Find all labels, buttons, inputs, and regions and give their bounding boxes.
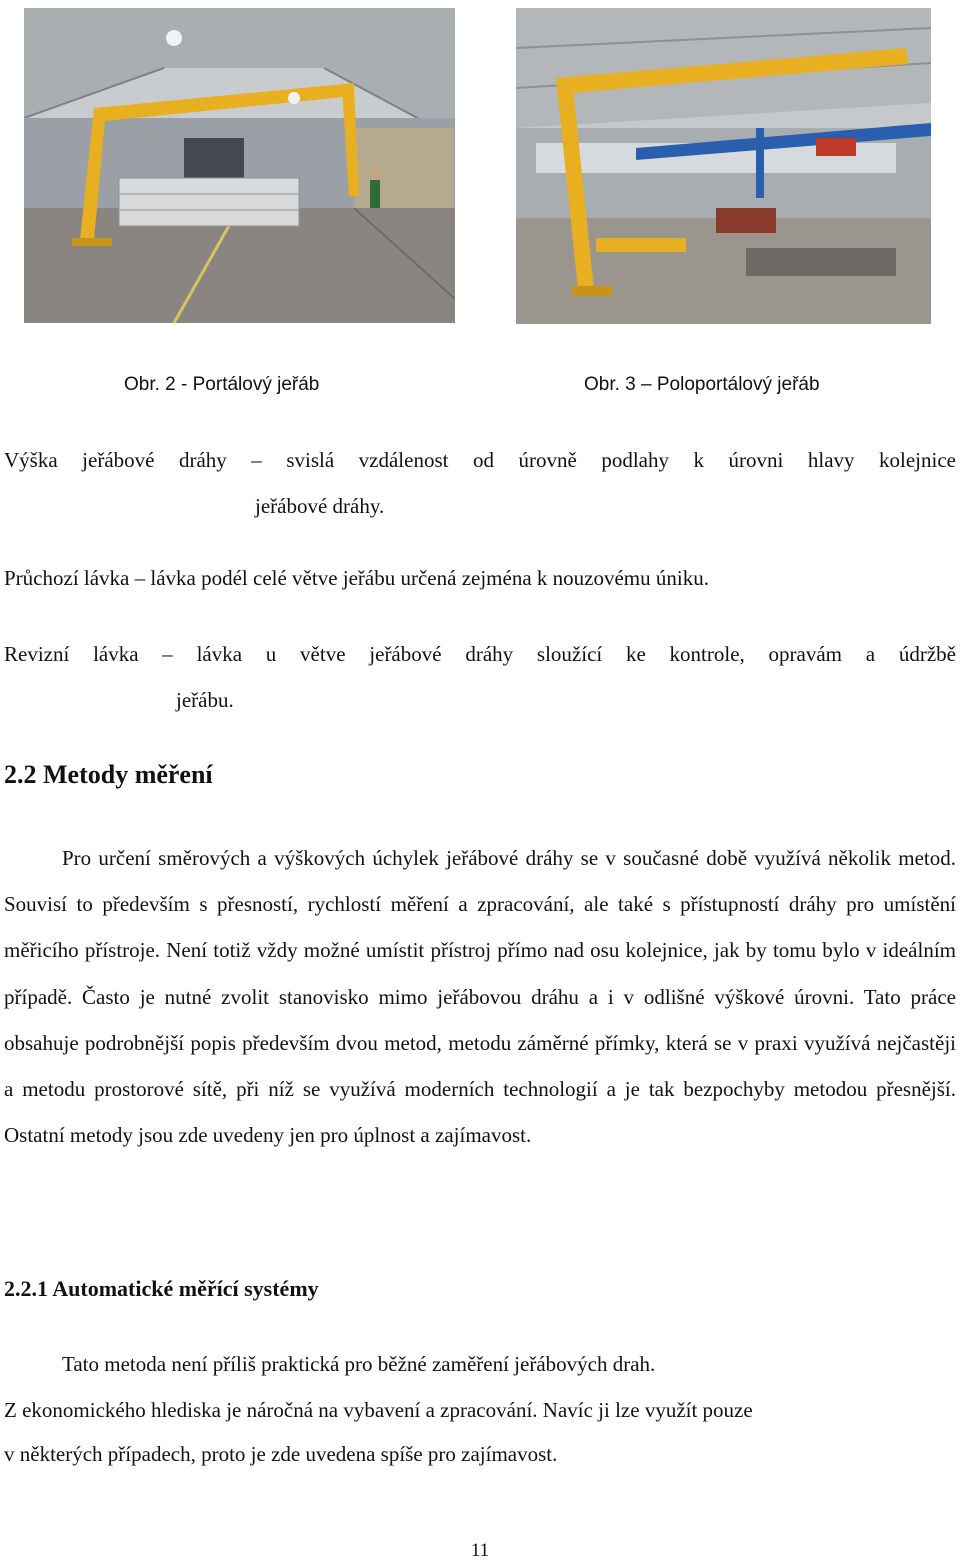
- figure-caption-portal: Obr. 2 - Portálový jeřáb: [124, 374, 320, 395]
- section-paragraph: Pro určení směrových a výškových úchylek jeřábové dráhy se v současné době využívá několik metod. Souvisí to především s přesností, rychlostí měření a zpracování, ale také s přístupností dráhy pro umístění měřicího přístroje. Není totiž vždy možné umístit přístroj přímo nad osu kolejnice, jak by tomu bylo v ideálním případě. Často je nutné zvolit stanovisko mimo jeřábovou dráhu a i v odlišné výškové úrovni. Tato práce obsahuje podrobnější popis především dvou metod, metodu záměrné přímky, která se v praxi využívá nejčastěji a metodu prostorové sítě, při níž se využívá moderních technologií a je tak bezpochyby metodou přesnější. Ostatní metody jsou zde uvedeny jen pro úplnost a zajímavost.: [4, 846, 956, 1148]
- subsection-heading: 2.2.1 Automatické měřící systémy: [4, 1276, 319, 1301]
- subsection-line2: Z ekonomického hlediska je náročná na vybavení a zpracování. Navíc ji lze využít pouze: [4, 1398, 753, 1422]
- subsection-line3: v některých případech, proto je zde uvedena spíše pro zajímavost.: [4, 1442, 558, 1466]
- subsection-line1: Tato metoda není příliš praktická pro běžné zaměření jeřábových drah.: [62, 1352, 656, 1376]
- definition-vyska-line1: Výška jeřábové dráhy – svislá vzdálenost od úrovně podlahy k úrovni hlavy kolejnice: [4, 448, 956, 472]
- photo-portal-crane: [24, 8, 455, 323]
- page-number: 11: [470, 1540, 490, 1561]
- definition-revizni-line2: jeřábu.: [176, 688, 234, 712]
- section-heading: 2.2 Metody měření: [4, 760, 213, 789]
- definition-revizni-line1: Revizní lávka – lávka u větve jeřábové dráhy sloužící ke kontrole, opravám a údržbě: [4, 642, 956, 666]
- definition-pruchozi: Průchozí lávka – lávka podél celé větve jeřábu určená zejména k nouzovému úniku.: [4, 566, 709, 590]
- photo-semi-portal-crane: [516, 8, 931, 324]
- definition-vyska-line2: jeřábové dráhy.: [255, 494, 385, 518]
- figure-caption-semi-portal: Obr. 3 – Poloportálový jeřáb: [584, 374, 820, 395]
